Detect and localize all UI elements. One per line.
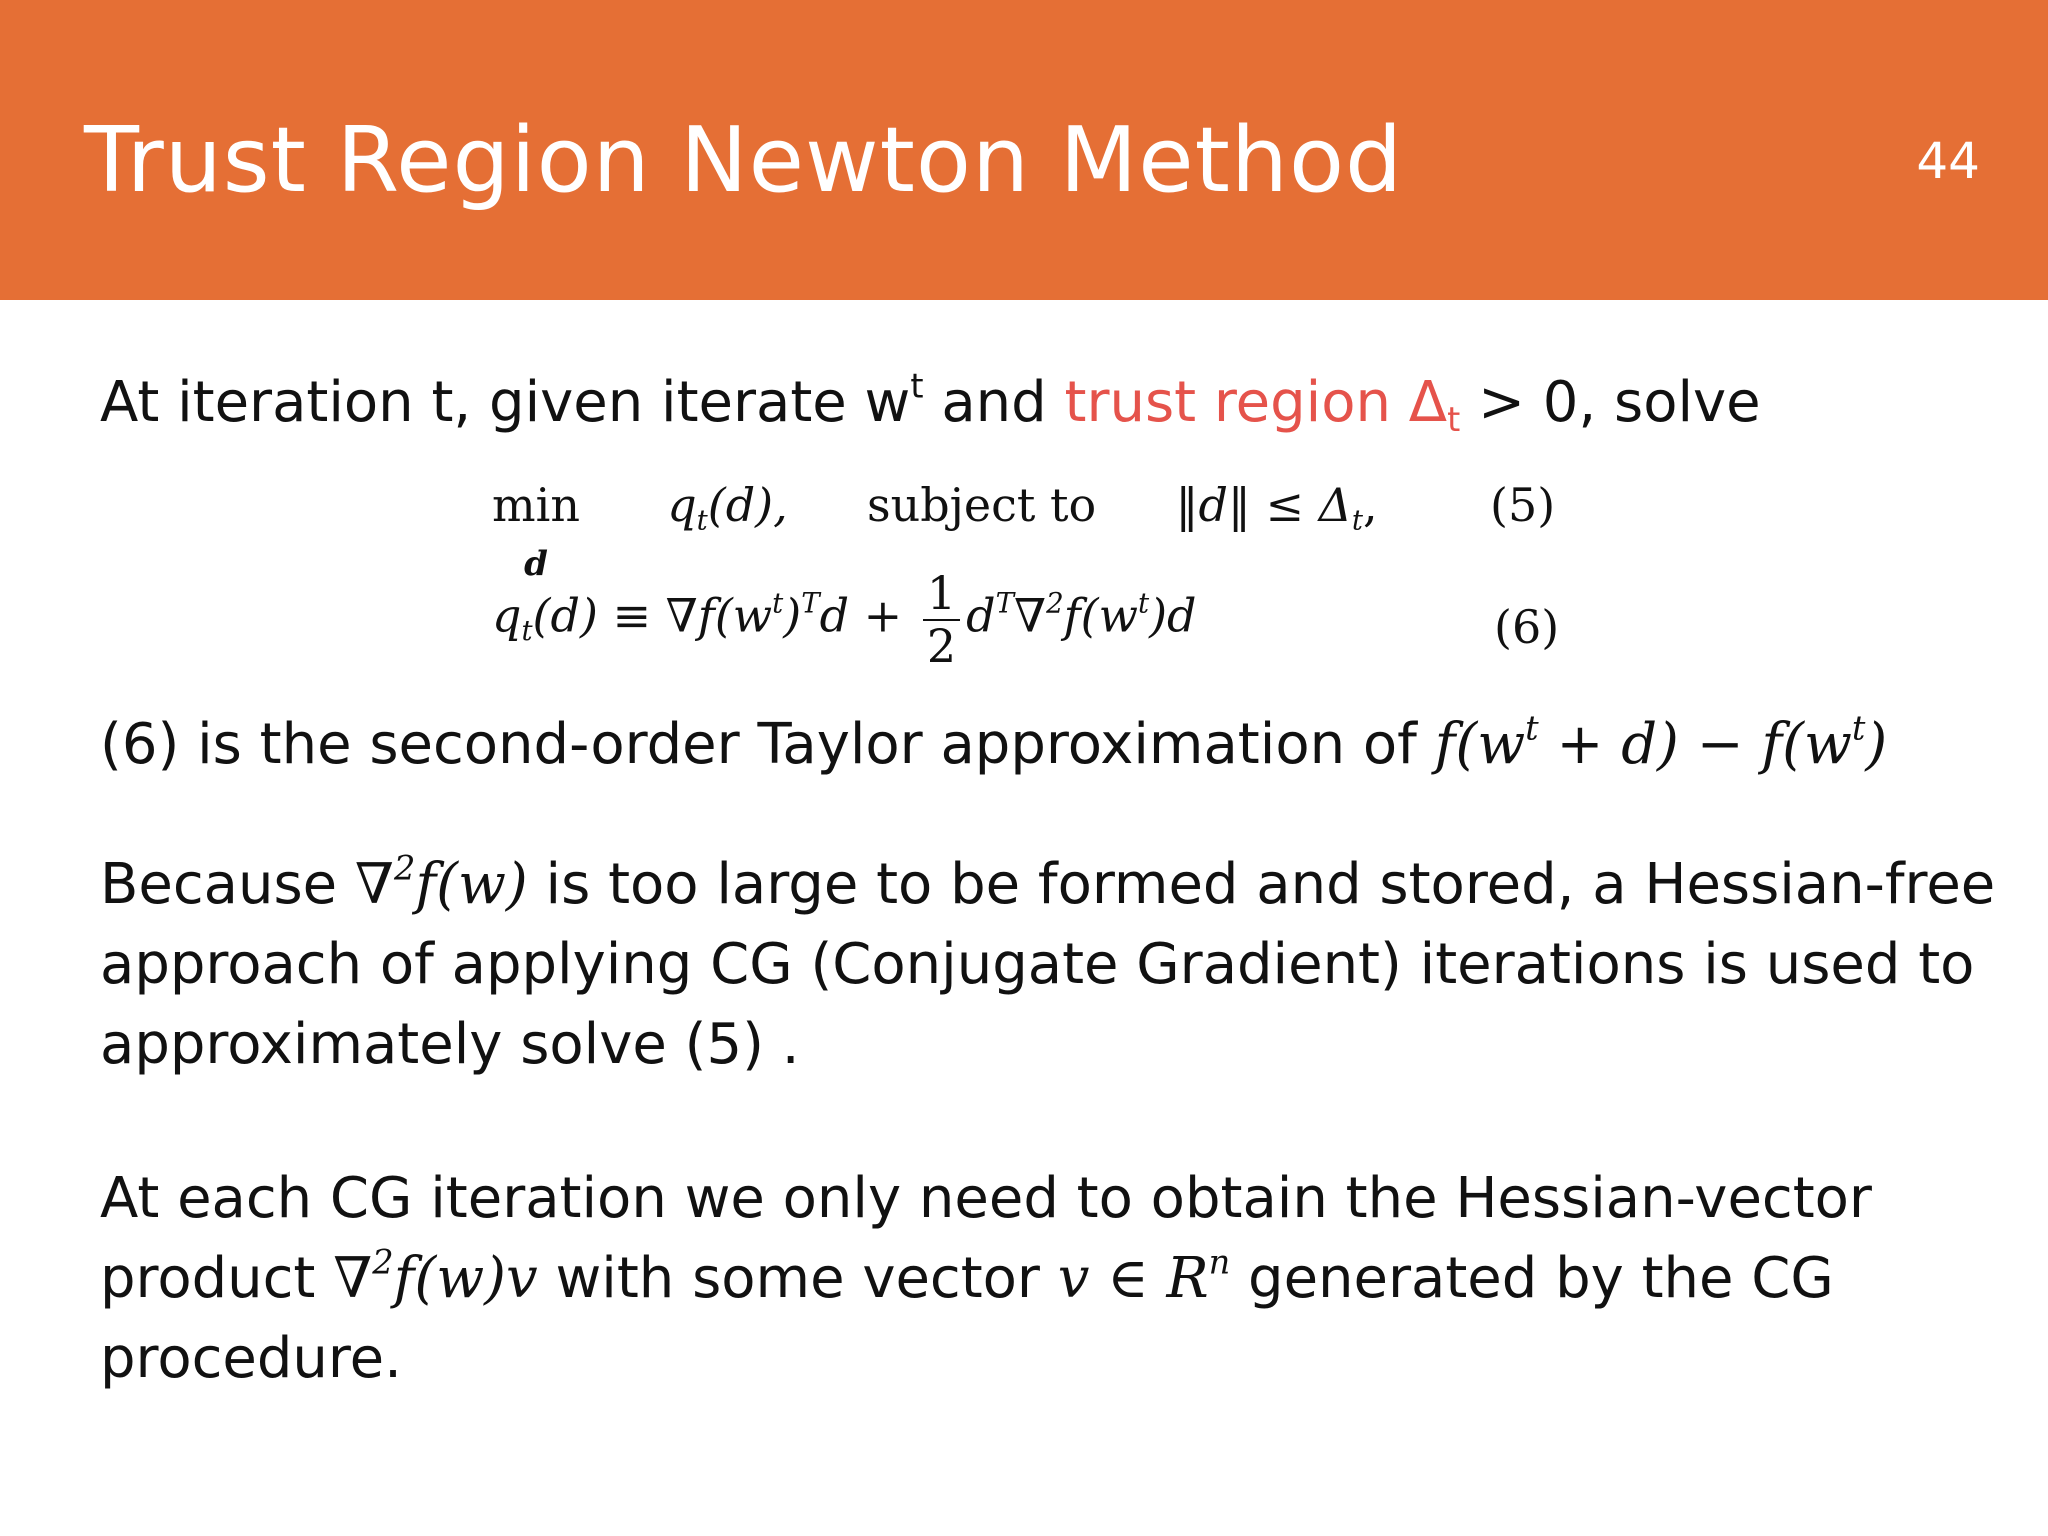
equation-5-number: (5)	[1490, 478, 1556, 532]
equation-6: $q_t(d) \equiv \nabla f(w^t)^Td$ + $\frac{1}{2}$ $d^T\nabla^2f(w^t)d$	[492, 566, 1197, 673]
slide-title: Trust Region Newton Method	[84, 108, 1404, 213]
intro-line: At iteration t, given iterate $w^t$ and trust region $\Delta_t > 0$, solve	[100, 366, 1761, 440]
taylor-line: (6) is the second-order Taylor approximation of $f(w^t + d) - f(w^t)$	[100, 708, 1888, 777]
equation-5: min d $q_t(d)$, subject to ‖d‖ ≤ $\Delta_t$,	[492, 478, 1378, 584]
slide-header	[0, 0, 2048, 300]
paragraph-1-line-2: approach of applying CG (Conjugate Gradient) iterations is used to	[100, 932, 1975, 997]
paragraph-2-line-1: At each CG iteration we only need to obtain the Hessian-vector	[100, 1166, 1872, 1231]
equation-6-number: (6)	[1494, 600, 1560, 654]
page-number: 44	[1916, 132, 1980, 190]
paragraph-2-line-3: procedure.	[100, 1326, 402, 1391]
one-half-fraction: $\frac{1}{2}$	[923, 568, 960, 671]
trust-region-highlight: trust region $\Delta_t$	[1064, 370, 1461, 440]
paragraph-1-line-1: Because ∇$^2$f(w) is too large to be formed and stored, a Hessian-free	[100, 848, 1996, 917]
paragraph-2-line-2: product ∇$^2$f(w)v with some vector v ∈ $R^n$ generated by the CG	[100, 1242, 1834, 1311]
paragraph-1-line-3: approximately solve (5) .	[100, 1012, 800, 1077]
